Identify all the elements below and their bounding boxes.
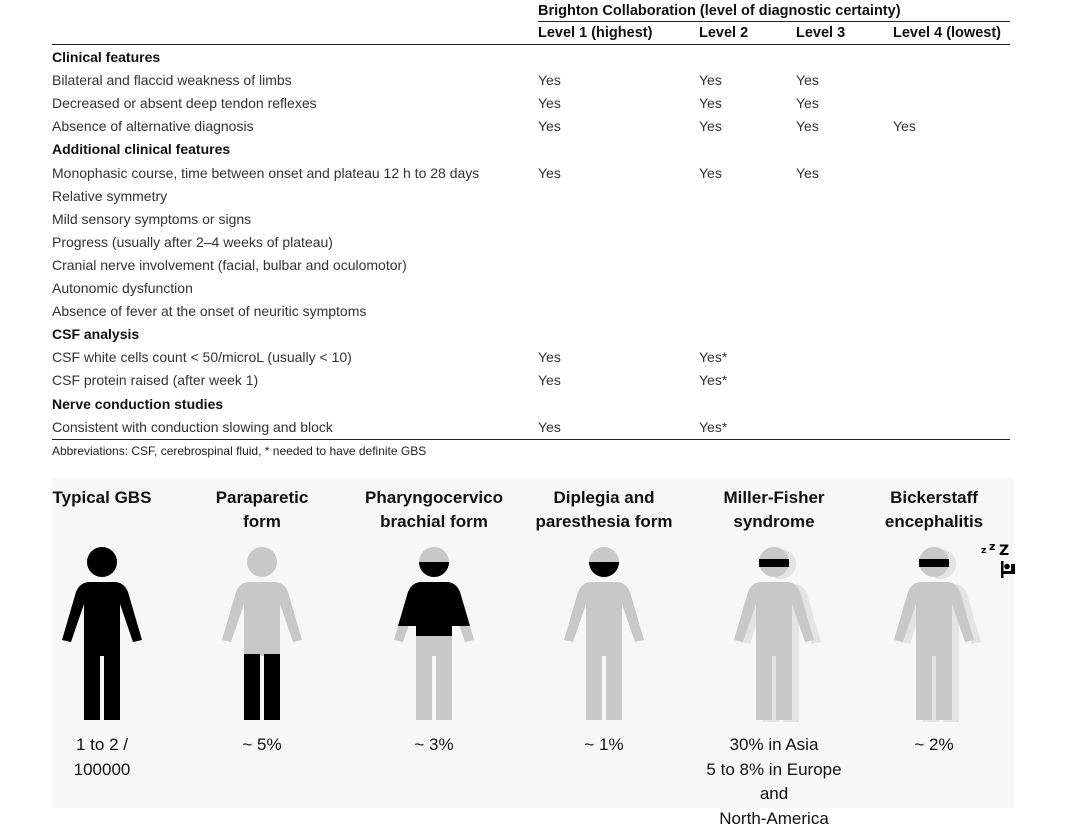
row-label: Absence of fever at the onset of neuritic symptoms (52, 303, 367, 320)
table-section-row (52, 393, 1010, 416)
variant-title: Diplegia and paresthesia form (535, 488, 673, 531)
row-label: CSF white cells count < 50/microL (usually < 10) (52, 349, 352, 366)
table-row (52, 69, 1010, 92)
gbs-variants-figure (52, 478, 1014, 828)
figure-pharyngocervico-icon (394, 546, 474, 722)
header-level-4: Level 4 (lowest) (893, 25, 1001, 41)
section-heading: Additional clinical features (52, 141, 231, 158)
level-1-cell: Yes (538, 418, 561, 435)
variant-stat: ~ 3% (414, 735, 454, 754)
level-2-cell: Yes (699, 118, 722, 135)
variant-title: Paraparetic form (215, 488, 309, 531)
svg-text:z: z (989, 541, 996, 553)
section-heading: Clinical features (52, 49, 161, 65)
row-label: Mild sensory symptoms or signs (52, 210, 252, 227)
header-level-1: Level 1 (highest) (538, 25, 653, 41)
figure-typical-icon (62, 546, 142, 722)
level-1-cell: Yes (538, 164, 561, 181)
header-level-2: Level 2 (699, 25, 749, 41)
level-1-cell: Yes (538, 349, 561, 366)
variant-stat: 30% in Asia 5 to 8% in Europe and North-America (706, 735, 842, 828)
table-bottom-rule (52, 439, 1010, 440)
row-label: Monophasic course, time between onset and plateau 12 h to 28 days (52, 164, 480, 181)
table-row (52, 185, 1010, 208)
level-3-cell: Yes (796, 72, 819, 89)
level-1-cell: Yes (538, 372, 561, 389)
level-3-cell: Yes (796, 95, 819, 112)
variant-stat: ~ 2% (914, 735, 954, 754)
table-row (52, 369, 1010, 392)
variant-title: Pharyngocervico brachial form (365, 488, 503, 531)
level-2-cell: Yes (699, 72, 722, 89)
variant-title: Miller-Fisher syndrome (723, 488, 825, 531)
level-2-cell: Yes (699, 164, 722, 181)
table-row (52, 208, 1010, 231)
row-label: Consistent with conduction slowing and block (52, 418, 333, 435)
figure-diplegia-icon (564, 546, 644, 722)
level-1-cell: Yes (538, 95, 561, 112)
row-label: CSF protein raised (after week 1) (52, 372, 259, 389)
variant-title: Typical GBS (52, 488, 152, 507)
svg-text:Z: Z (999, 543, 1010, 559)
section-heading: Nerve conduction studies (52, 395, 224, 412)
level-2-cell: Yes* (699, 349, 728, 366)
level-3-cell: Yes (796, 164, 819, 181)
variant-stat: ~ 1% (584, 735, 624, 754)
variant-stat: 1 to 2 / 100000 (73, 735, 131, 779)
table-row (52, 254, 1010, 277)
table-row (52, 231, 1010, 254)
sleeping-bed-icon (943, 541, 1015, 581)
table-row (52, 346, 1010, 369)
header-rule (52, 44, 1010, 45)
row-label: Cranial nerve involvement (facial, bulbar and oculomotor) (52, 256, 407, 273)
row-label: Bilateral and flaccid weakness of limbs (52, 72, 292, 89)
row-label: Decreased or absent deep tendon reflexes (52, 95, 317, 112)
table-row (52, 300, 1010, 323)
section-heading: CSF analysis (52, 326, 140, 343)
level-2-cell: Yes* (699, 418, 728, 435)
table-row (52, 162, 1010, 185)
table-row (52, 92, 1010, 115)
level-2-cell: Yes* (699, 372, 728, 389)
table-super-header: Brighton Collaboration (level of diagnostic certainty) (538, 3, 901, 19)
header-level-3: Level 3 (796, 25, 846, 41)
table-row (52, 277, 1010, 300)
svg-text:z: z (981, 546, 987, 556)
level-1-cell: Yes (538, 72, 561, 89)
abbreviations-note: Abbreviations: CSF, cerebrospinal fluid, * needed to have definite GBS (52, 444, 427, 458)
row-label: Progress (usually after 2–4 weeks of plateau) (52, 233, 333, 250)
level-1-cell: Yes (538, 118, 561, 135)
figure-paraparetic-icon (222, 546, 302, 722)
row-label: Relative symmetry (52, 187, 168, 204)
super-header-rule (538, 21, 1010, 22)
row-label: Absence of alternative diagnosis (52, 118, 254, 135)
row-label: Autonomic dysfunction (52, 280, 193, 296)
figure-miller-fisher-icon (734, 546, 824, 722)
level-2-cell: Yes (699, 95, 722, 112)
table-row (52, 115, 1010, 138)
table-row (52, 416, 1010, 439)
table-section-row (52, 138, 1010, 161)
level-4-cell: Yes (893, 118, 916, 135)
variant-stat: ~ 5% (242, 735, 282, 754)
variant-title: Bickerstaff encephalitis (884, 488, 984, 531)
table-section-row (52, 323, 1010, 346)
table-section-row (52, 46, 1010, 69)
level-3-cell: Yes (796, 118, 819, 135)
